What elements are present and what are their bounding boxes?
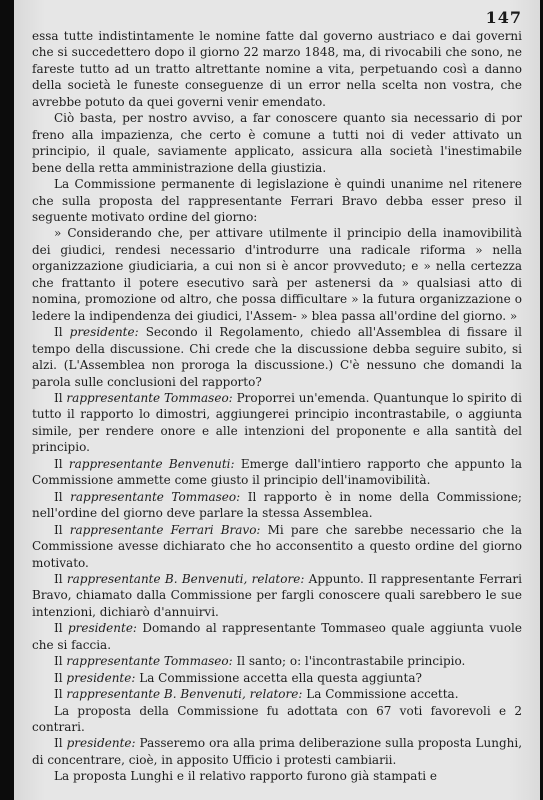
paragraph: essa tutte indistintamente le nomine fatte dal governo austriaco e dai governi che si succedettero dopo il giorno 22 marzo 1848, ma, di rivocabili che sono, ne fareste tutto ad un tratto altrettante nomine a vita, perpetuando così a danno della società le funeste conseguenze di un error nella scelta non vostra, che avrebbe potuto da quei governi venir emendato. xyxy=(32,29,522,109)
speech-paragraph: Il presidente: La Commissione accetta ella questa aggiunta? xyxy=(54,670,422,685)
speech-text: Proporrei un'emenda. Quantunque lo spirito di tutto il rapporto lo dimostri, aggiungerei principio incontrastabile, o aggiunta simile, per rendere onore e alle intenzioni del proponente e alla santità del principio. xyxy=(32,390,522,455)
paragraph: La Commissione permanente di legislazione è quindi unanime nel ritenere che sulla proposta del rappresentante Ferrari Bravo debba esser preso il seguente motivato ordine del giorno: xyxy=(32,177,522,224)
speech-text: La Commissione accetta. xyxy=(306,687,459,702)
paragraph: La proposta Lunghi e il relativo rapporto furono già stampati e xyxy=(54,769,438,784)
speech-paragraph: Il presidente: Domando al rappresentante Tommaseo quale aggiunta vuole che si faccia. xyxy=(32,621,522,652)
speech-text: Appunto. Il rappresentante Ferrari Bravo, chiamato dalla Commissione per fargli conoscere quali sarebbero le sue intenzioni, dichiarò d'annuirvi. xyxy=(32,571,522,619)
speech-text: Passeremo ora alla prima deliberazione sulla proposta Lunghi, di concentrare, cioè, in apposito Ufficio i protesti cambiarii. xyxy=(32,736,523,767)
page-number: 147 xyxy=(485,8,522,27)
speech-paragraph: Il rappresentante Ferrari Bravo: Mi pare che sarebbe necessario che la Commissione avesse dichiarato che ho acconsentito a questo ordine del giorno motivato. xyxy=(32,522,522,570)
book-page xyxy=(14,0,540,800)
speaker-name: rappresentante B. Benvenuti, relatore: xyxy=(66,687,303,702)
speech-text: La Commissione accetta ella questa aggiunta? xyxy=(139,670,422,685)
speech-paragraph: Il rappresentante Benvenuti: Emerge dall'intiero rapporto che appunto la Commissione ammette come giusto il principio dell'inamovibilità. xyxy=(32,456,522,488)
speaker-name: rappresentante Tommaseo: xyxy=(66,654,233,669)
speaker-name: rappresentante Ferrari Bravo: xyxy=(69,522,261,537)
speaker-name: presidente: xyxy=(66,670,136,685)
speaker-name: rappresentante Benvenuti: xyxy=(68,456,235,471)
paragraph: La proposta della Commissione fu adottata con 67 voti favorevoli e 2 contrari. xyxy=(32,703,522,735)
speech-paragraph: Il rappresentante Tommaseo: Proporrei un'emenda. Quantunque lo spirito di tutto il rapporto lo dimostri, aggiungerei principio incontrastabile, o aggiunta simile, per rendere onore e alle intenzioni del proponente e alla santità del principio. xyxy=(32,390,522,455)
paragraph: Ciò basta, per nostro avviso, a far conoscere quanto sia necessario di por freno alla impazienza, che certo è comune a tutti noi di veder attivato un principio, il quale, saviamente applicato, assicura alla società l'inestimabile bene della retta amministrazione della giustizia. xyxy=(32,111,522,175)
speaker-name: presidente: xyxy=(69,325,139,340)
speaker-name: rappresentante Tommaseo: xyxy=(70,489,241,504)
quoted-order-of-the-day: » Considerando che, per attivare utilmente il principio della inamovibilità dei giudici, rendesi necessario d'introdurre una radicale riforma » nella organizzazione giudiciaria, a cui non si è ancor provveduto; e » nella certezza che frattanto il potere esecutivo sarà per astenersi da » qualsiasi atto di nomina, promozione od altro, che possa difficultare » la futura organizzazione o ledere la indipendenza dei giudici, l'Assem- » blea passa all'ordine del giorno. » xyxy=(32,226,522,323)
speech-paragraph: Il rappresentante B. Benvenuti, relatore: Appunto. Il rappresentante Ferrari Bravo, chiamato dalla Commissione per fargli conoscere quali sarebbero le sue intenzioni, dichiarò d'annuirvi. xyxy=(32,571,522,619)
speech-text: Il rapporto è in nome della Commissione; nell'ordine del giorno deve parlare la stessa Assemblea. xyxy=(32,489,522,521)
speech-paragraph: Il presidente: Passeremo ora alla prima deliberazione sulla proposta Lunghi, di concentrare, cioè, in apposito Ufficio i protesti cambiarii. xyxy=(32,736,523,767)
speaker-name: presidente: xyxy=(67,621,137,636)
speech-text: Mi pare che sarebbe necessario che la Commissione avesse dichiarato che ho acconsentito a questo ordine del giorno motivato. xyxy=(32,522,522,570)
page-body-text xyxy=(32,28,522,785)
speech-text: Il santo; o: l'incontrastabile principio. xyxy=(236,654,466,669)
speaker-name: rappresentante B. Benvenuti, relatore: xyxy=(66,571,305,586)
speech-text: Emerge dall'intiero rapporto che appunto la Commissione ammette come giusto il principio dell'inamovibilità. xyxy=(32,456,522,488)
speech-text: Domando al rappresentante Tommaseo quale aggiunta vuole che si faccia. xyxy=(32,621,522,652)
speech-paragraph: Il rappresentante Tommaseo: Il santo; o: l'incontrastabile principio. xyxy=(54,654,466,669)
speech-text: Secondo il Regolamento, chiedo all'Assemblea di fissare il tempo della discussione. Chi crede che la discussione debba seguire subito, si alzi. (L'Assemblea non proroga la discussione.) C'è nessuno che domandi la parola sulle conclusioni del rapporto? xyxy=(32,325,522,389)
speech-paragraph: Il rappresentante Tommaseo: Il rapporto è in nome della Commissione; nell'ordine del giorno deve parlare la stessa Assemblea. xyxy=(32,489,522,521)
speaker-name: presidente: xyxy=(66,736,136,751)
speech-paragraph: Il presidente: Secondo il Regolamento, chiedo all'Assemblea di fissare il tempo della discussione. Chi crede che la discussione debba seguire subito, si alzi. (L'Assemblea non proroga la discussione.) C'è nessuno che domandi la parola sulle conclusioni del rapporto? xyxy=(32,325,522,389)
speaker-name: rappresentante Tommaseo: xyxy=(66,390,233,405)
speech-paragraph: Il rappresentante B. Benvenuti, relatore: La Commissione accetta. xyxy=(54,687,459,702)
